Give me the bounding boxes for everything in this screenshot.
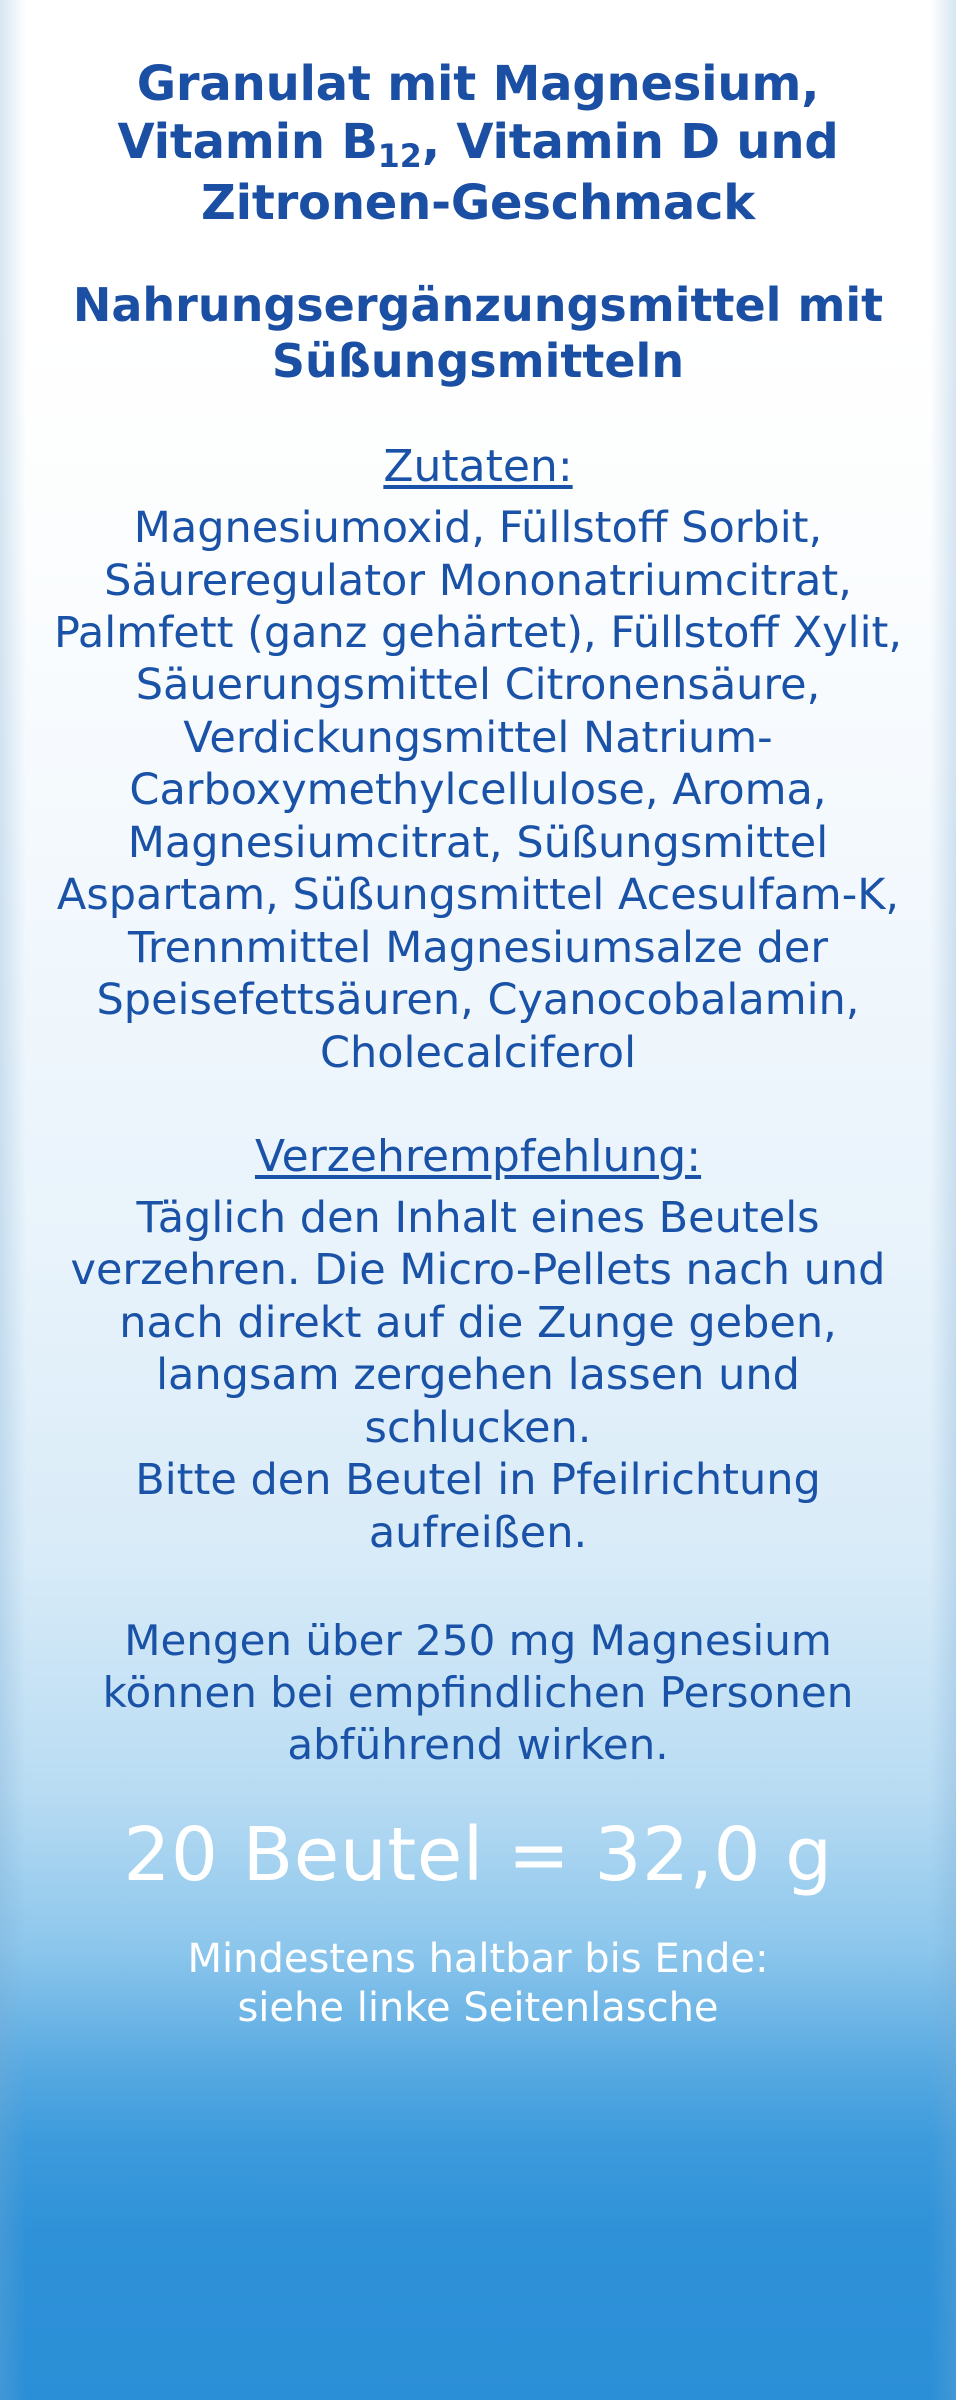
warning-text: Mengen über 250 mg Magnesium können bei empfindlichen Personen abführend wirken.: [102, 1616, 854, 1770]
headline-line-2-part-b: , Vitamin D und: [421, 113, 839, 170]
headline-line-3: Zitronen-Geschmack: [200, 175, 755, 232]
best-before-line-2: siehe linke Seitenlasche: [237, 1985, 719, 2032]
ingredients-block: [44, 441, 912, 1079]
headline-vitamin-b12-subscript: 12: [377, 138, 422, 175]
product-subheadline: Nahrungsergänzungsmittel mit Süßungsmitteln: [72, 278, 884, 389]
usage-block: [44, 1131, 912, 1559]
ingredients-title: Zutaten:: [383, 441, 573, 493]
usage-title: Verzehrempfehlung:: [254, 1131, 702, 1183]
package-amount: 20 Beutel = 32,0 g: [123, 1812, 833, 1899]
product-headline: [66, 56, 890, 233]
best-before-line-1: Mindestens haltbar bis Ende:: [187, 1935, 769, 1982]
ingredients-text: Magnesiumoxid, Füllstoff Sorbit, Säureregulator Mononatriumcitrat, Palmfett (ganz gehärtet), Füllstoff Xylit, Säuerungsmittel Citronensäure, Verdickungsmittel Natrium-Carboxymethylcellulose, Aroma, Magnesiumcitrat, Süßungsmittel Aspartam, Süßungsmittel Acesulfam-K, Trennmittel Magnesiumsalze der Speisefettsäuren, Cyanocobalamin, Cholecalciferol: [53, 503, 903, 1078]
usage-text: Täglich den Inhalt eines Beutels verzehren. Die Micro-Pellets nach und nach direkt auf die Zunge geben, langsam zergehen lassen und schlucken.: [70, 1192, 886, 1453]
usage-text-secondary: Bitte den Beutel in Pfeilrichtung aufreißen.: [135, 1455, 821, 1558]
headline-line-1: Granulat mit Magnesium,: [136, 56, 820, 112]
headline-line-2-part-a: Vitamin B: [117, 113, 378, 170]
best-before-block: [74, 1935, 882, 2034]
